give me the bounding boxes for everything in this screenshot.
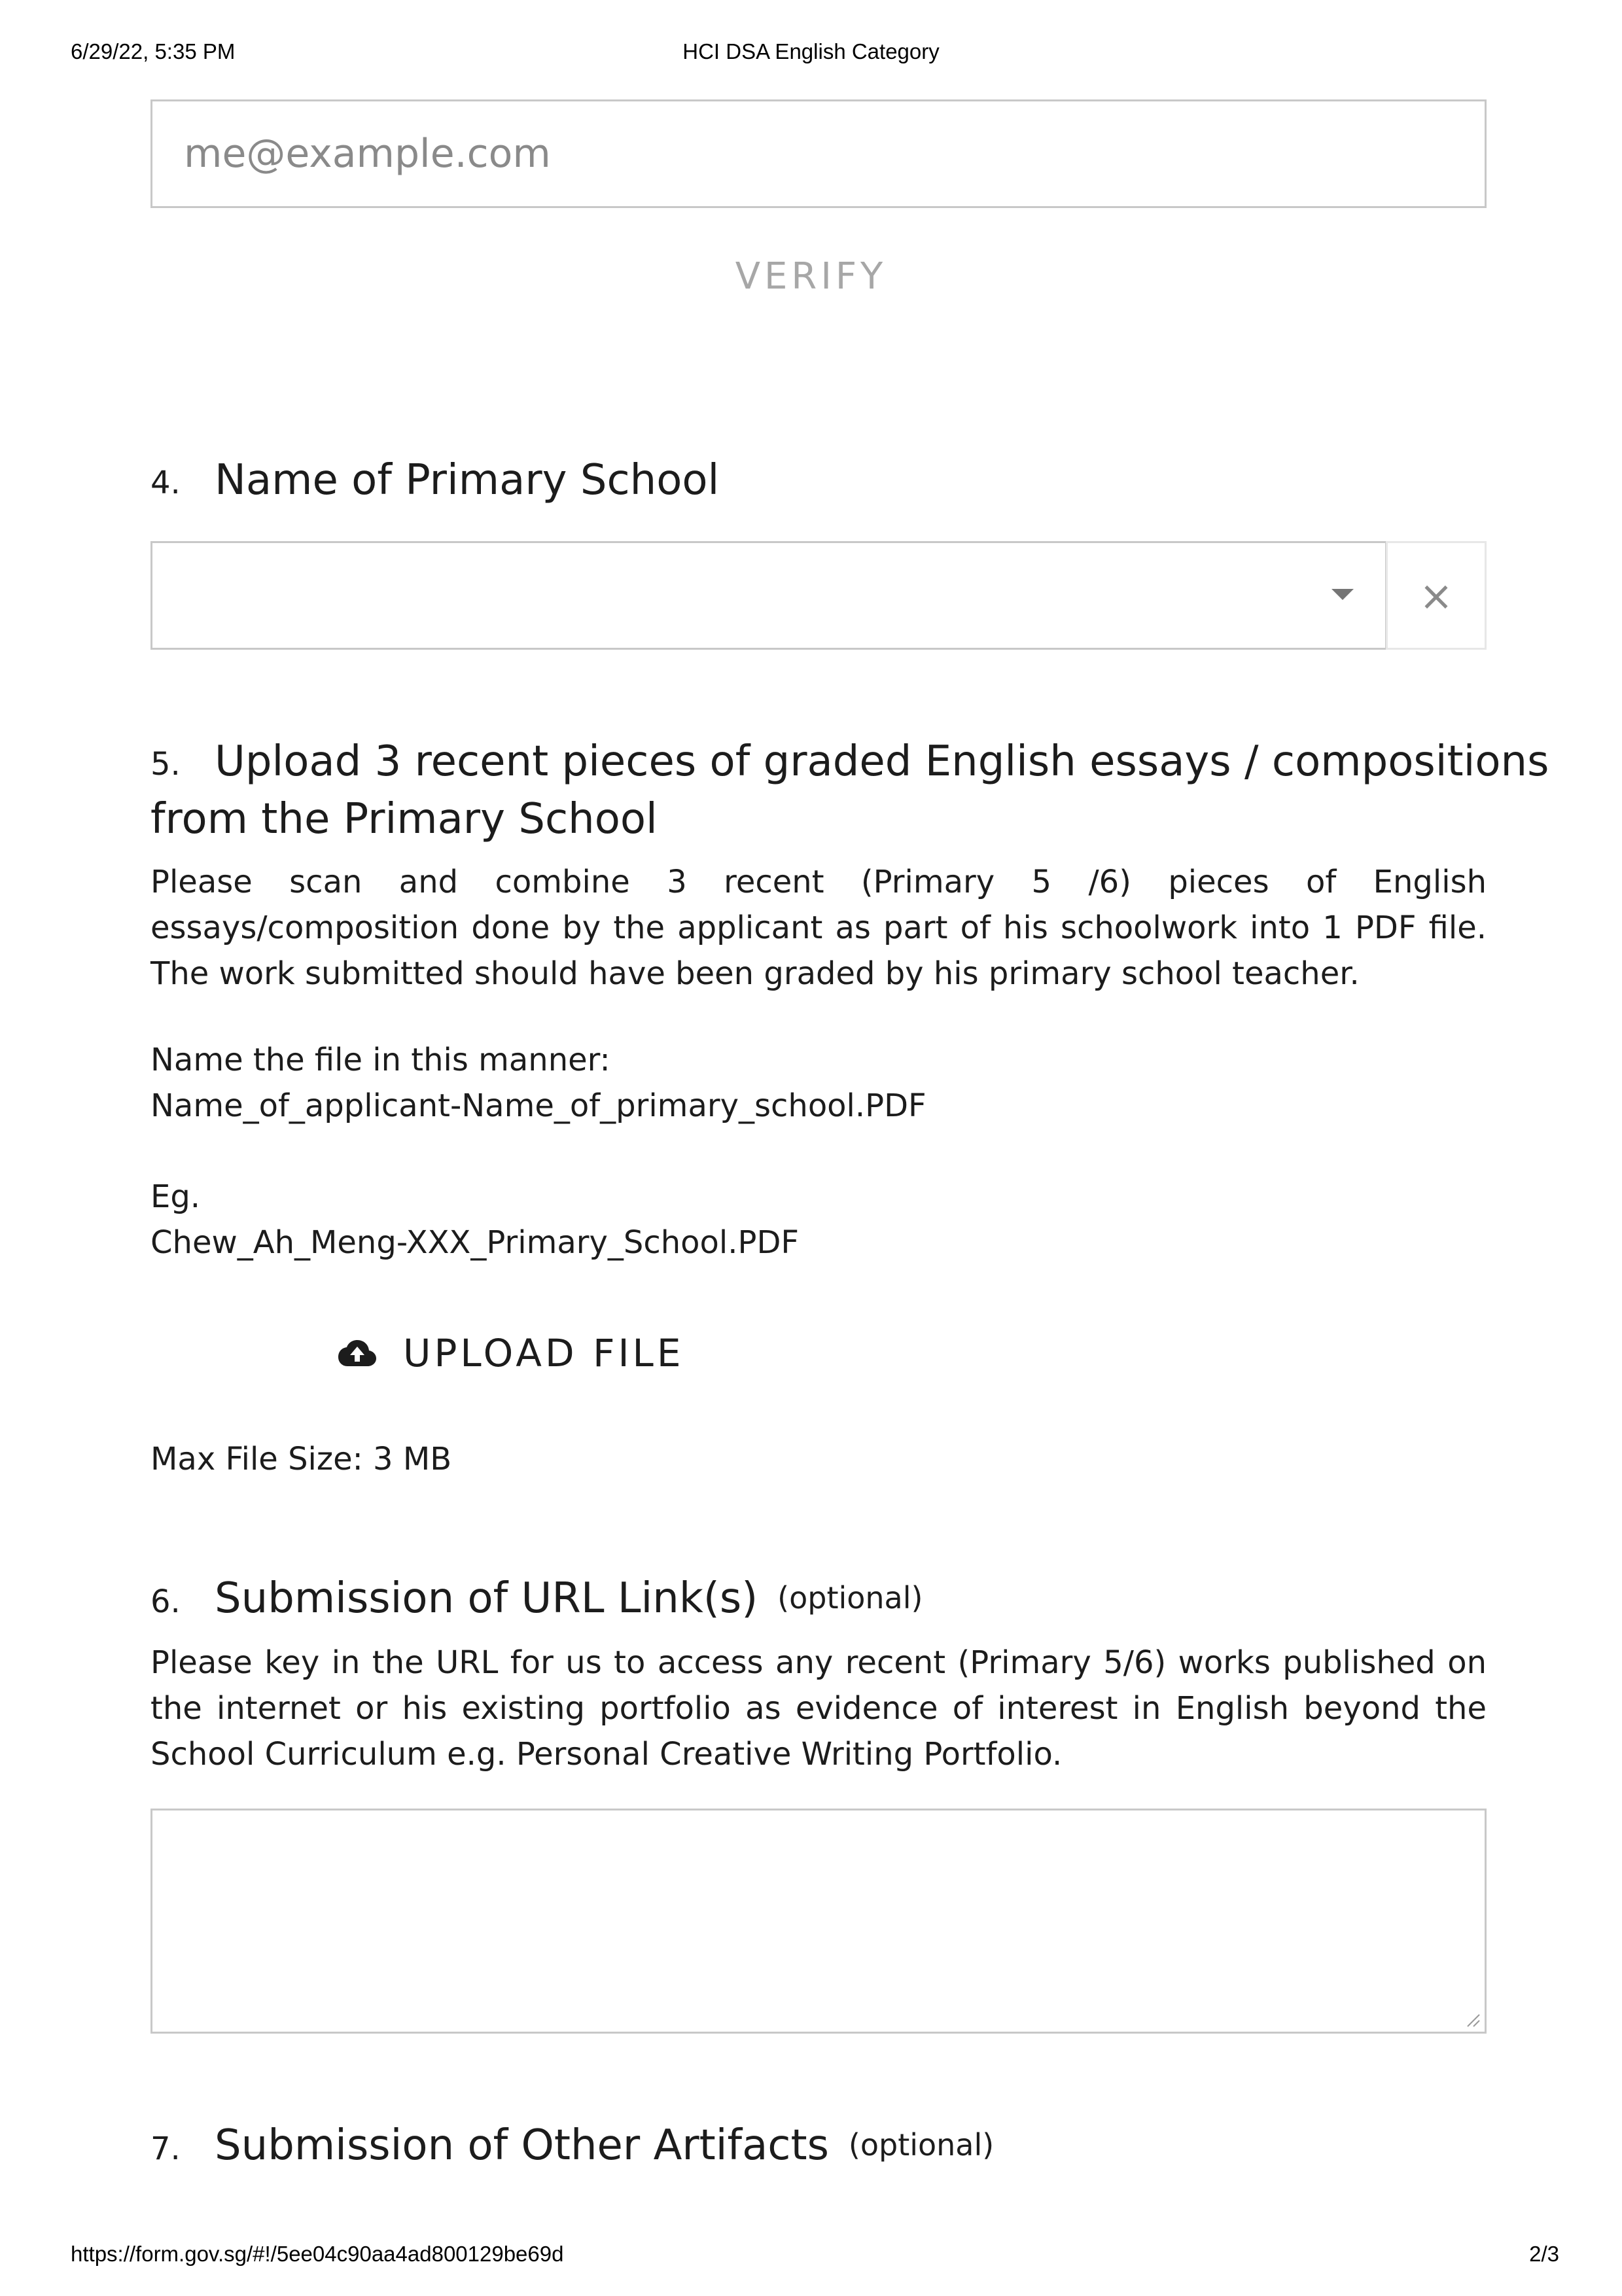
file-naming-intro: Name the file in this manner:: [150, 1042, 610, 1078]
verify-button[interactable]: VERIFY: [735, 255, 887, 298]
primary-school-select[interactable]: [150, 541, 1387, 650]
optional-tag: (optional): [848, 2127, 995, 2163]
print-date: 6/29/22, 5:35 PM: [71, 39, 236, 63]
question-5-title-line2: from the Primary School: [150, 795, 658, 843]
close-icon: ×: [1419, 571, 1453, 620]
email-input[interactable]: [150, 99, 1487, 208]
example-label: Eg.: [150, 1178, 201, 1215]
question-6-title-text: Submission of URL Link(s): [215, 1574, 758, 1623]
question-7-title-text: Submission of Other Artifacts: [215, 2121, 829, 2170]
question-6-title: [215, 1569, 923, 1627]
optional-tag: (optional): [777, 1580, 923, 1616]
clear-selection-button[interactable]: [1386, 541, 1487, 650]
max-file-size: Max File Size: 3 MB: [150, 1441, 452, 1477]
upload-file-label: UPLOAD FILE: [403, 1331, 684, 1375]
question-7-title: [215, 2116, 994, 2174]
file-naming-format: Name_of_applicant-Name_of_primary_school.PDF: [150, 1087, 926, 1124]
caret-down-icon: [1331, 589, 1354, 600]
email-placeholder: me@example.com: [184, 131, 551, 177]
question-5-description: Please scan and combine 3 recent (Primary 5 /6) pieces of English essays/composition done by the applicant as part of his schoolwork into 1 PDF file. The work submitted should have been graded by his primary school teacher.: [150, 864, 1487, 992]
print-url: https://form.gov.sg/#!/5ee04c90aa4ad800129be69d: [71, 2242, 564, 2266]
question-6-number: 6.: [150, 1583, 181, 1620]
example-filename: Chew_Ah_Meng-XXX_Primary_School.PDF: [150, 1224, 800, 1261]
upload-file-button[interactable]: [338, 1331, 684, 1375]
question-5-title-line1: Upload 3 recent pieces of graded English essays / compositions: [215, 737, 1549, 786]
question-5-number: 5.: [150, 746, 181, 783]
url-links-textarea[interactable]: [150, 1809, 1487, 2034]
print-title: HCI DSA English Category: [682, 39, 940, 63]
cloud-upload-icon: [338, 1339, 377, 1368]
question-4-title: Name of Primary School: [215, 456, 720, 504]
question-6-description: Please key in the URL for us to access any recent (Primary 5/6) works published on the internet or his existing portfolio as evidence of interest in English beyond the School Curriculum e.g. Personal Creative Writing Portfolio.: [150, 1644, 1487, 1773]
print-page-number: 2/3: [1529, 2242, 1559, 2266]
resize-grip-icon[interactable]: [1464, 2011, 1481, 2028]
question-4-number: 4.: [150, 465, 181, 501]
question-7-number: 7.: [150, 2130, 181, 2167]
